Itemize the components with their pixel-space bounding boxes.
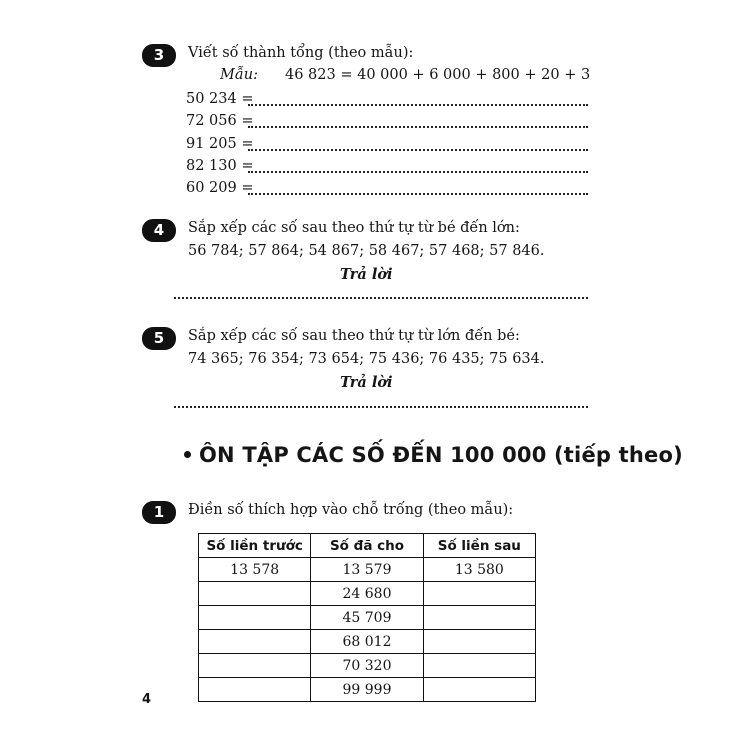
section-heading	[184, 443, 683, 467]
answer-line	[248, 171, 588, 173]
table-row	[199, 630, 536, 654]
section-title-text: ÔN TẬP CÁC SỐ ĐẾN 100 000 (tiếp theo)	[199, 443, 683, 467]
table-cell: 68 012	[311, 630, 423, 654]
answer-line	[174, 406, 588, 408]
header-cell: Số đã cho	[311, 534, 423, 558]
table-cell[interactable]	[199, 678, 311, 702]
answer-line	[248, 126, 588, 128]
table-cell: 70 320	[311, 654, 423, 678]
number-table	[198, 533, 536, 702]
header-cell: Số liền sau	[423, 534, 535, 558]
exercise-5-numbers: 74 365; 76 354; 73 654; 75 436; 76 435; 75 634.	[188, 351, 545, 367]
ex3-item: 91 205 =	[186, 136, 254, 152]
exercise-1-badge: 1	[142, 501, 176, 524]
exercise-1-instruction: Điền số thích hợp vào chỗ trống (theo mẫu):	[188, 502, 514, 518]
exercise-3-instruction: Viết số thành tổng (theo mẫu):	[188, 45, 414, 61]
exercise-4-instruction: Sắp xếp các số sau theo thứ tự từ bé đến lớn:	[188, 220, 520, 236]
table-cell: 24 680	[311, 582, 423, 606]
answer-line	[248, 149, 588, 151]
table-cell: 13 579	[311, 558, 423, 582]
table-row	[199, 654, 536, 678]
table-cell[interactable]	[423, 630, 535, 654]
table-cell: 13 580	[423, 558, 535, 582]
table-cell: 45 709	[311, 606, 423, 630]
example-label: Mẫu:	[220, 67, 258, 83]
exercise-4-answer-label: Trả lời	[340, 266, 393, 283]
ex3-item: 82 130 =	[186, 158, 254, 174]
ex3-item: 60 209 =	[186, 180, 254, 196]
table-cell[interactable]	[423, 582, 535, 606]
table-cell[interactable]	[199, 654, 311, 678]
answer-line	[248, 193, 588, 195]
bullet-icon	[184, 451, 191, 458]
table-cell[interactable]	[199, 630, 311, 654]
table-cell[interactable]	[423, 606, 535, 630]
answer-line	[174, 297, 588, 299]
table-cell: 13 578	[199, 558, 311, 582]
exercise-3-badge: 3	[142, 44, 176, 67]
header-cell: Số liền trước	[199, 534, 311, 558]
exercise-4-numbers: 56 784; 57 864; 54 867; 58 467; 57 468; 57 846.	[188, 243, 545, 259]
exercise-5-badge: 5	[142, 327, 176, 350]
ex3-item: 72 056 =	[186, 113, 254, 129]
table-cell[interactable]	[423, 678, 535, 702]
answer-line	[248, 104, 588, 106]
page-number: 4	[142, 692, 152, 707]
exercise-5-instruction: Sắp xếp các số sau theo thứ tự từ lớn đến bé:	[188, 328, 520, 344]
table-row	[199, 582, 536, 606]
exercise-4-badge: 4	[142, 219, 176, 242]
table-cell[interactable]	[199, 606, 311, 630]
table-cell[interactable]	[423, 654, 535, 678]
table-header-row	[199, 534, 536, 558]
table-cell[interactable]	[199, 582, 311, 606]
table-cell: 99 999	[311, 678, 423, 702]
table-row	[199, 558, 536, 582]
example-value: 46 823 = 40 000 + 6 000 + 800 + 20 + 3	[285, 67, 591, 83]
ex3-item: 50 234 =	[186, 91, 254, 107]
table-row	[199, 606, 536, 630]
table-row	[199, 678, 536, 702]
exercise-5-answer-label: Trả lời	[340, 374, 393, 391]
